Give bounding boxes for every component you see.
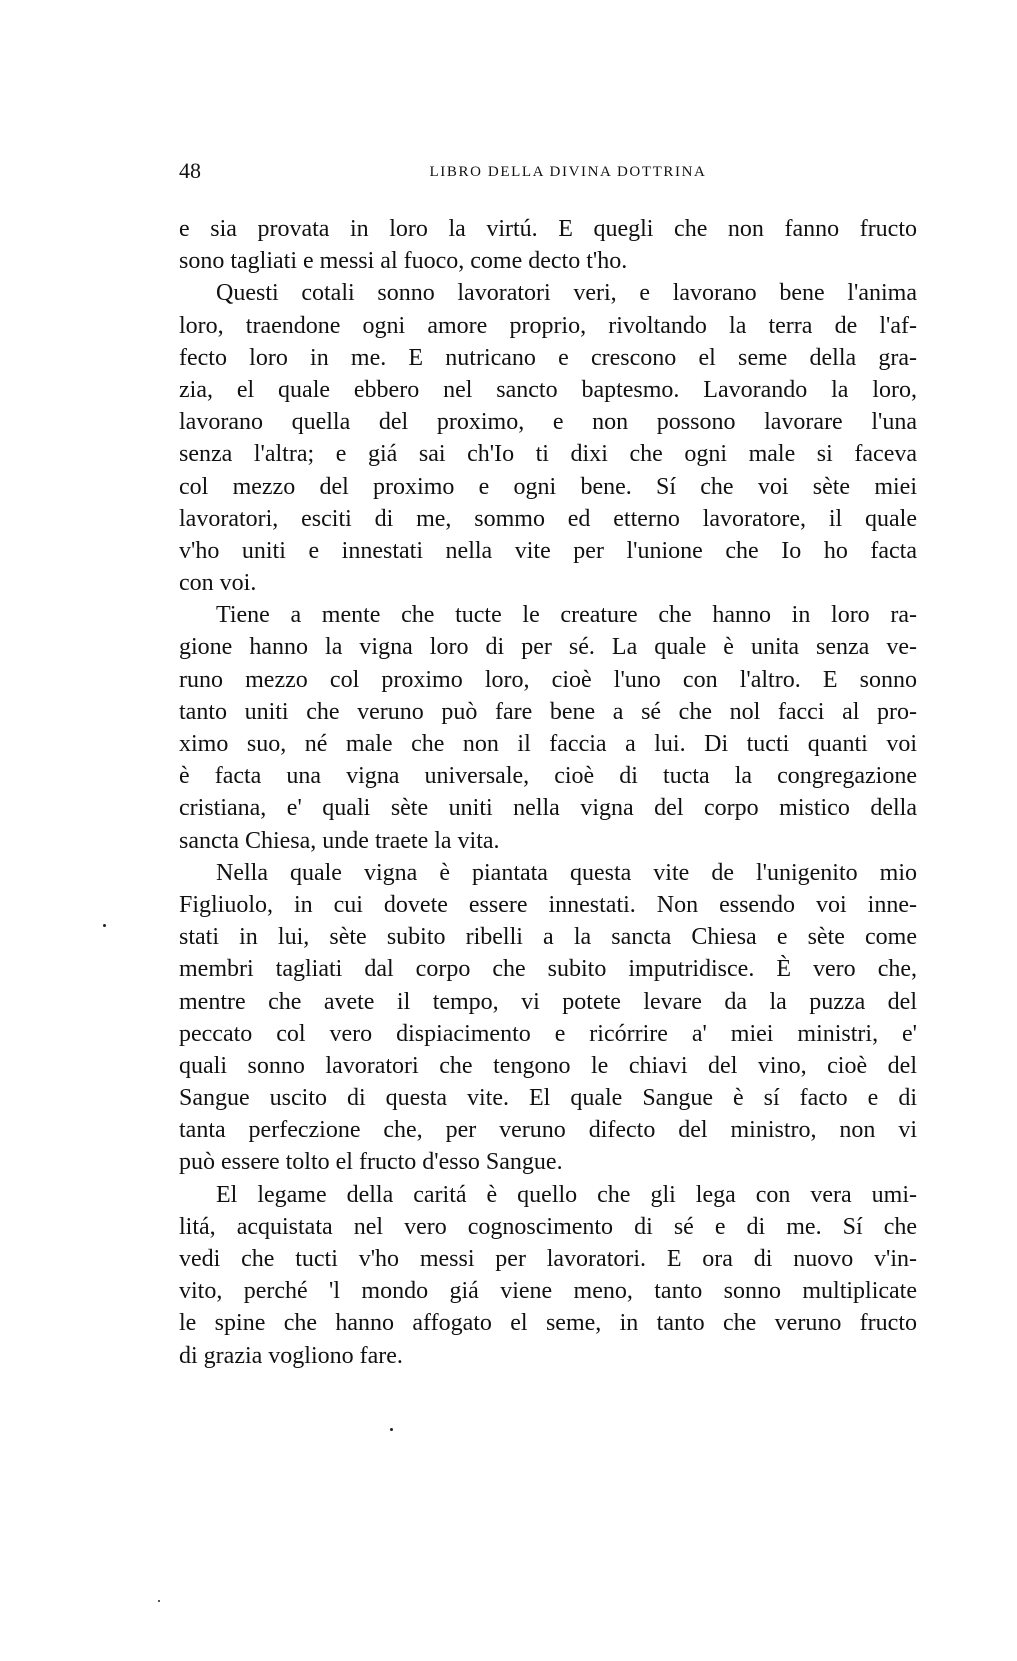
text-line: col mezzo del proximo e ogni bene. Sí che voi sète miei [179, 473, 917, 500]
paragraph-4 [179, 857, 917, 1179]
text-line: lavoratori, esciti di me, sommo ed etterno lavoratore, il quale [179, 505, 917, 532]
text-line: Questi cotali sonno lavoratori veri, e lavorano bene l'anima [216, 280, 917, 307]
paragraph-2 [179, 277, 917, 599]
text-line: tanta perfeczione che, per veruno difecto del ministro, non vi [179, 1117, 917, 1144]
text-line: Figliuolo, in cui dovete essere innestati. Non essendo voi inne- [179, 891, 917, 918]
text-line: cristiana, e' quali sète uniti nella vigna del corpo mistico della [179, 795, 917, 822]
text-line: vedi che tucti v'ho messi per lavoratori. E ora di nuovo v'in- [179, 1246, 917, 1272]
text-line: El legame della caritá è quello che gli lega con vera umi- [216, 1181, 917, 1208]
text-line: e sia provata in loro la virtú. E quegli che non fanno fructo [179, 216, 917, 242]
page-header [179, 158, 917, 184]
text-line: di grazia vogliono fare. [179, 1342, 403, 1369]
text-line: gione hanno la vigna loro di per sé. La quale è unita senza ve- [179, 634, 917, 661]
text-line: Tiene a mente che tucte le creature che hanno in loro ra- [216, 602, 917, 629]
text-line: Nella quale vigna è piantata questa vite de l'unigenito mio [216, 859, 917, 886]
text-line: sono tagliati e messi al fuoco, come decto t'ho. [179, 248, 628, 275]
text-line: membri tagliati dal corpo che subito imputridisce. È vero che, [179, 956, 917, 983]
text-line: litá, acquistata nel vero cognoscimento di sé e di me. Sí che [179, 1213, 917, 1240]
paragraph-3 [179, 599, 917, 857]
running-title: LIBRO DELLA DIVINA DOTTRINA [429, 164, 707, 180]
text-line: stati in lui, sète subito ribelli a la sancta Chiesa e sète come [179, 924, 917, 951]
text-line: vito, perché 'l mondo giá viene meno, tanto sonno multiplicate [179, 1278, 917, 1305]
text-line: sancta Chiesa, unde traete la vita. [179, 827, 500, 854]
text-line: Sangue uscito di questa vite. El quale Sangue è sí facto e di [179, 1085, 917, 1112]
margin-speck [158, 1600, 160, 1602]
text-line: quali sonno lavoratori che tengono le chiavi del vino, cioè del [179, 1052, 917, 1079]
text-line: zia, el quale ebbero nel sancto baptesmo. Lavorando la loro, [179, 376, 917, 403]
text-line: loro, traendone ogni amore proprio, rivoltando la terra de l'af- [179, 312, 917, 339]
body-text [179, 213, 917, 1372]
text-line: le spine che hanno affogato el seme, in tanto che veruno fructo [179, 1310, 917, 1337]
page-number: 48 [179, 158, 201, 183]
paragraph-1 [179, 213, 917, 277]
text-line: mentre che avete il tempo, vi potete levare da la puzza del [179, 988, 917, 1015]
text-line: con voi. [179, 570, 257, 597]
text-line: lavorano quella del proximo, e non possono lavorare l'una [179, 409, 917, 436]
text-line: è facta una vigna universale, cioè di tucta la congregazione [179, 763, 917, 790]
text-line: tanto uniti che veruno può fare bene a sé che nol facci al pro- [179, 698, 917, 725]
margin-speck [103, 924, 106, 927]
text-line: fecto loro in me. E nutricano e crescono el seme della gra- [179, 344, 917, 371]
text-line: v'ho uniti e innestati nella vite per l'unione che Io ho facta [179, 537, 917, 564]
text-line: senza l'altra; e giá sai ch'Io ti dixi che ogni male si faceva [179, 441, 917, 468]
text-line: ximo suo, né male che non il faccia a lui. Di tucti quanti voi [179, 731, 917, 757]
margin-speck [390, 1428, 393, 1431]
text-line: peccato col vero dispiacimento e ricórrire a' miei ministri, e' [179, 1020, 917, 1047]
text-line: runo mezzo col proximo loro, cioè l'uno con l'altro. E sonno [179, 666, 917, 693]
text-line: può essere tolto el fructo d'esso Sangue. [179, 1149, 563, 1176]
paragraph-5 [179, 1179, 917, 1372]
